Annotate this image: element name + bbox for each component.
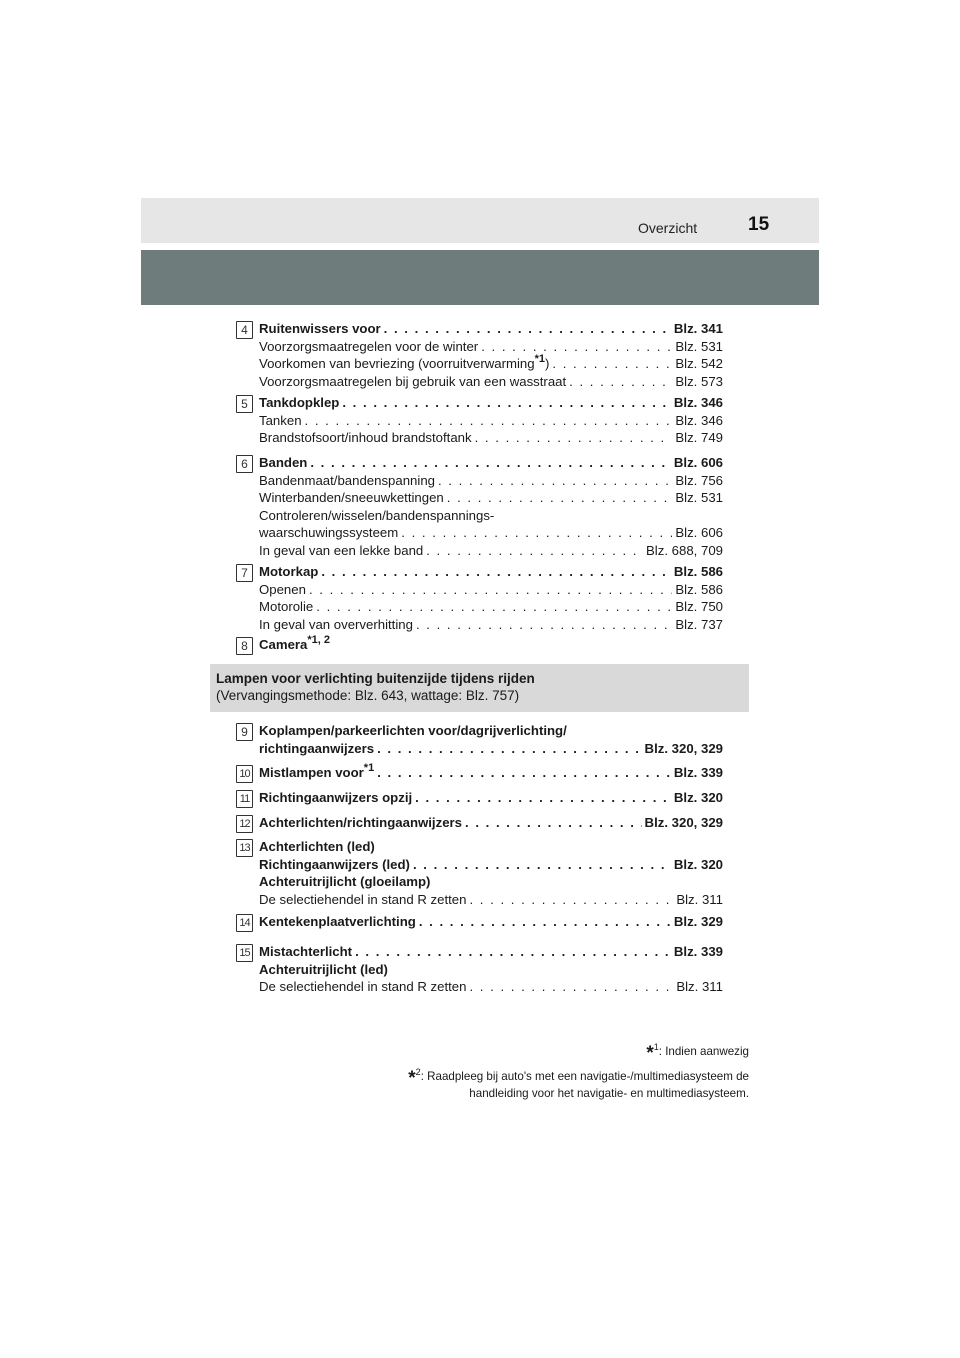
entry-text: [259, 355, 549, 373]
entry-text: [259, 913, 416, 931]
dot-leader: [310, 454, 671, 472]
entry-text: [259, 789, 412, 807]
page-reference[interactable]: Blz. 531: [675, 338, 723, 354]
entry: [259, 913, 723, 931]
entry-subitem: [259, 429, 723, 447]
entry: [259, 454, 723, 559]
entry-label: Voorzorgsmaatregelen voor de winter: [259, 338, 479, 354]
entry-label: Winterbanden/sneeuwkettingen: [259, 490, 444, 505]
entry-text: [259, 394, 339, 412]
dot-leader: [377, 740, 641, 758]
page-reference[interactable]: Blz. 346: [675, 412, 723, 428]
entry-text: [259, 507, 494, 525]
entry-subitem: [259, 891, 723, 909]
entry-subitem: [259, 373, 723, 391]
entry-label: Achterlichten/richtingaanwijzers: [259, 815, 462, 830]
info-box: [210, 664, 749, 712]
entry-subitem: [259, 355, 723, 373]
entry-text: [259, 524, 398, 542]
header-band: [141, 198, 819, 243]
entry-label: waarschuwingssysteem: [259, 525, 399, 540]
page-reference[interactable]: Blz. 573: [675, 373, 723, 389]
entry-label: Banden: [259, 455, 308, 470]
entry-subitem: [259, 542, 723, 560]
dot-leader: [552, 355, 672, 373]
dot-leader: [469, 978, 673, 996]
page-reference[interactable]: Blz. 756: [675, 472, 723, 488]
dot-leader: [342, 394, 671, 412]
entry-text: [259, 598, 313, 616]
entry-text: [259, 961, 388, 979]
entry-label: Achterlichten (led): [259, 839, 375, 854]
entry-number-badge: 8: [236, 637, 253, 655]
entry-label: Controleren/wisselen/bandenspannings-: [259, 507, 495, 523]
entry-heading: [259, 856, 723, 874]
footnote-2: [300, 1065, 749, 1089]
info-box-title: Lampen voor verlichting buitenzijde tijdens rijden: [216, 671, 535, 686]
dot-leader: [413, 856, 671, 874]
footnote-2-num: 2: [415, 1067, 421, 1077]
entry-text: [259, 891, 466, 909]
entry-label: Richtingaanwijzers opzij: [259, 790, 413, 805]
entry-heading: [259, 764, 723, 782]
page-reference[interactable]: Blz. 339: [673, 765, 723, 780]
entry-text: [259, 943, 352, 961]
entry-number-badge: 6: [236, 455, 253, 473]
entry: [259, 394, 723, 447]
entry-number-badge: 5: [236, 395, 253, 413]
page-reference[interactable]: Blz. 339: [673, 944, 723, 959]
page-reference[interactable]: Blz. 320, 329: [644, 815, 723, 830]
page-reference[interactable]: Blz. 531: [675, 490, 723, 505]
entry-subitem: [259, 489, 723, 507]
entry-subitem: [259, 598, 723, 616]
entry-text: [259, 542, 423, 560]
page-reference[interactable]: Blz. 311: [676, 979, 723, 994]
entry-heading: [259, 563, 723, 581]
entry-text: [259, 856, 410, 874]
entry-heading: [259, 740, 723, 758]
entry-heading: [259, 636, 723, 654]
entry-subitem: [259, 412, 723, 430]
entry-subitem: [259, 616, 723, 634]
entry: [259, 320, 723, 390]
page-reference[interactable]: Blz. 586: [675, 581, 723, 597]
page-reference[interactable]: Blz. 329: [673, 914, 723, 929]
entry-text: [259, 454, 307, 472]
entry-label: Achteruitrijlicht (led): [259, 961, 388, 977]
page-reference[interactable]: Blz. 320, 329: [644, 740, 723, 756]
entry: [259, 838, 723, 908]
entry-label: Tanken: [259, 412, 302, 428]
entry-text: [259, 581, 306, 599]
dot-leader: [416, 616, 672, 634]
entry-text: [259, 873, 430, 891]
title-band: [141, 250, 819, 305]
entry-subitem: [259, 338, 723, 356]
entry-label: richtingaanwijzers: [259, 740, 375, 756]
entry-subitem: [259, 472, 723, 490]
section-title: Overzicht: [638, 220, 698, 236]
entry-heading: [259, 394, 723, 412]
entry-text: [259, 814, 462, 832]
entry-text: [259, 563, 318, 581]
entry-label: Mistachterlicht: [259, 944, 353, 959]
entry-subitem: [259, 978, 723, 996]
entry-text: [259, 636, 330, 654]
dot-leader: [419, 913, 671, 931]
entry-text: [259, 740, 374, 758]
entry-heading: [259, 943, 723, 961]
footnote-ref: *1: [534, 353, 545, 365]
entry-heading: [259, 961, 723, 979]
page-reference[interactable]: Blz. 311: [676, 891, 723, 907]
entry-text: [259, 472, 435, 490]
entry-label-suffix: ): [545, 356, 550, 371]
entry-number-badge: 15: [236, 944, 253, 962]
dot-leader: [438, 472, 672, 490]
entry-number-badge: 13: [236, 839, 253, 857]
entry-heading: [259, 873, 723, 891]
entry-heading: [259, 722, 723, 740]
entry: [259, 563, 723, 633]
dot-leader: [401, 524, 672, 542]
entry-number-badge: 11: [236, 790, 253, 808]
entry-label: Kentekenplaatverlichting: [259, 914, 416, 929]
entry-label: Koplampen/parkeerlichten voor/dagrijverlichting/: [259, 723, 567, 738]
entry: [259, 722, 723, 757]
entry-label: Mistlampen voor: [259, 765, 364, 780]
entry-label: In geval van oververhitting: [259, 616, 413, 632]
entry-heading: [259, 789, 723, 807]
dot-leader: [447, 489, 673, 507]
entry-label: Voorkomen van bevriezing (voorruitverwarming: [259, 356, 535, 371]
entry-label: Brandstofsoort/inhoud brandstoftank: [259, 430, 472, 445]
entry-text: [259, 616, 413, 634]
entry-label: Bandenmaat/bandenspanning: [259, 472, 435, 488]
page-reference[interactable]: Blz. 749: [675, 430, 723, 445]
entry: [259, 636, 723, 654]
entry-heading: [259, 320, 723, 338]
entry-label: De selectiehendel in stand R zetten: [259, 891, 467, 907]
entry-text: [259, 978, 466, 996]
entry: [259, 943, 723, 996]
entry-heading: [259, 913, 723, 931]
entry-text: [259, 412, 302, 430]
page-reference[interactable]: Blz. 586: [673, 564, 723, 579]
entry: [259, 814, 723, 832]
footnote-1-mark: *: [646, 1043, 654, 1064]
entry-label: Ruitenwissers voor: [259, 321, 381, 336]
entry-text: [259, 373, 566, 391]
page-reference[interactable]: Blz. 606: [673, 455, 723, 470]
entry-label: Motorolie: [259, 599, 314, 614]
footnotes: [300, 1040, 749, 1101]
dot-leader: [569, 373, 672, 391]
page-reference[interactable]: Blz. 320: [673, 856, 723, 872]
footnote-1-num: 1: [653, 1042, 659, 1052]
entry-label: Voorzorgsmaatregelen bij gebruik van een wasstraat: [259, 373, 567, 389]
page-reference[interactable]: Blz. 320: [673, 790, 723, 805]
entry-number-badge: 7: [236, 564, 253, 582]
entry-label: Openen: [259, 581, 306, 597]
dot-leader: [426, 542, 643, 560]
entry-text: [259, 320, 381, 338]
footnote-ref: *1: [363, 762, 375, 774]
entry-label: Motorkap: [259, 564, 319, 579]
entry-text: [259, 338, 478, 356]
entry: [259, 789, 723, 807]
entry-heading: [259, 838, 723, 856]
entry-subitem: [259, 507, 723, 525]
dot-leader: [377, 764, 671, 782]
entry-label: Camera: [259, 637, 308, 652]
entry-label: De selectiehendel in stand R zetten: [259, 979, 467, 994]
page-reference[interactable]: Blz. 542: [675, 356, 723, 371]
entry-text: [259, 764, 374, 782]
page-reference[interactable]: Blz. 688, 709: [646, 542, 723, 558]
footnote-2-mark: *: [408, 1068, 416, 1089]
page-reference[interactable]: Blz. 750: [675, 599, 723, 614]
dot-leader: [481, 338, 672, 356]
entry-text: [259, 722, 567, 740]
entry-number-badge: 9: [236, 723, 253, 741]
dot-leader: [305, 412, 673, 430]
entry-subitem: [259, 524, 723, 542]
footnote-ref: *1, 2: [307, 634, 331, 646]
entry-text: [259, 838, 375, 856]
dot-leader: [321, 563, 671, 581]
entry-number-badge: 4: [236, 321, 253, 339]
page-reference[interactable]: Blz. 737: [675, 616, 723, 632]
entry-label: Richtingaanwijzers (led): [259, 856, 410, 872]
entry-number-badge: 14: [236, 914, 253, 932]
dot-leader: [415, 789, 671, 807]
dot-leader: [475, 429, 673, 447]
dot-leader: [469, 891, 673, 909]
footnote-1: [300, 1040, 749, 1064]
dot-leader: [316, 598, 672, 616]
entry: [259, 764, 723, 782]
entry-text: [259, 489, 444, 507]
dot-leader: [309, 581, 672, 599]
footnote-2-text: : Raadpleeg bij auto's met een navigatie-/multimediasysteem de: [420, 1070, 749, 1083]
info-box-subtitle: (Vervangingsmethode: Blz. 643, wattage: Blz. 757): [216, 688, 520, 703]
dot-leader: [384, 320, 671, 338]
page-reference[interactable]: Blz. 341: [673, 321, 723, 336]
dot-leader: [465, 814, 642, 832]
entry-label: Achteruitrijlicht (gloeilamp): [259, 874, 431, 889]
entry-heading: [259, 814, 723, 832]
entry-heading: [259, 454, 723, 472]
page-reference[interactable]: Blz. 606: [675, 525, 723, 540]
dot-leader: [355, 943, 671, 961]
footnote-1-text: : Indien aanwezig: [658, 1045, 749, 1058]
entry-number-badge: 12: [236, 815, 253, 833]
entry-number-badge: 10: [236, 765, 253, 783]
footnote-2-continued: handleiding voor het navigatie- en multimediasysteem.: [469, 1087, 749, 1100]
page-number: 15: [748, 214, 770, 235]
entry-subitem: [259, 581, 723, 599]
entry-text: [259, 429, 472, 447]
entry-label: Tankdopklep: [259, 395, 340, 410]
page-reference[interactable]: Blz. 346: [673, 395, 723, 410]
entry-label: In geval van een lekke band: [259, 542, 424, 558]
